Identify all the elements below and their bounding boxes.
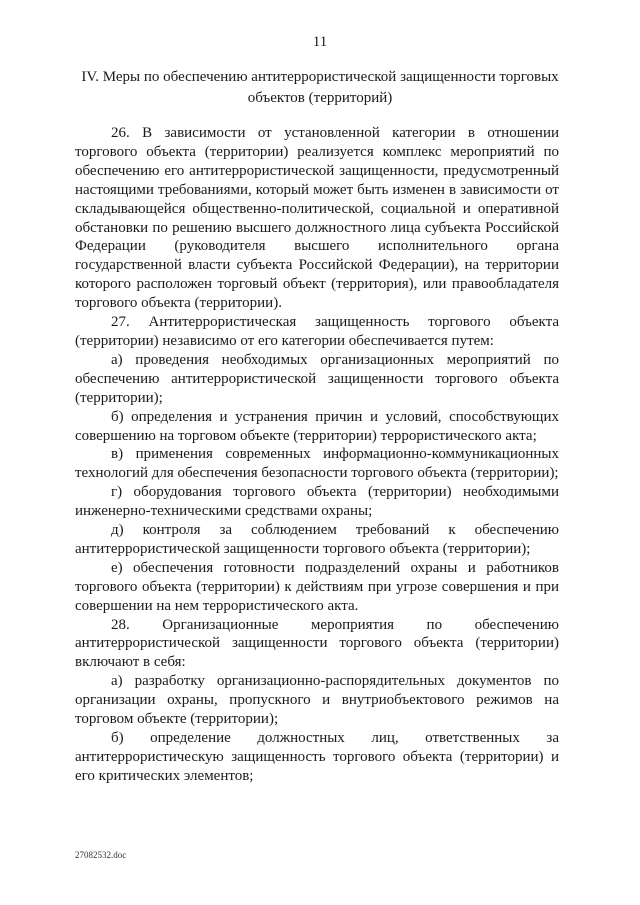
paragraph-27-g: г) оборудования торгового объекта (территории) необходимыми инженерно-техническими средствами охраны; — [75, 484, 559, 520]
paragraph-27-d: д) контроля за соблюдением требований к обеспечению антитеррористической защищенности торгового объекта (территории); — [75, 522, 559, 557]
paragraph-27-e: е) обеспечения готовности подразделений охраны и работников торгового объекта (территории) к действиям при угрозе совершения и при совершении на нем террористического акта. — [75, 559, 559, 614]
page-number: 11 — [312, 34, 328, 50]
paragraph-27-v: в) применения современных информационно-коммуникационных технологий для обеспечения безопасности торгового объекта (территории); — [75, 446, 559, 482]
paragraph-28-b: б) определение должностных лиц, ответственных за антитеррористическую защищенность торгового объекта (территории) и его критических элементов; — [75, 730, 559, 784]
document-body — [75, 124, 559, 786]
paragraph-27: 27. Антитеррористическая защищенность торгового объекта (территории) независимо от его категории обеспечивается путем: — [75, 314, 559, 349]
paragraph-26: 26. В зависимости от установленной категории в отношении торгового объекта (территории) реализуется комплекс мероприятий по обеспечению его антитеррористической защищенности, предусмотренный настоящими требованиями, который может быть изменен в зависимости от складывающейся общественно-политической, социальной и оперативной обстановки по решению высшего должностного лица субъекта Российской Федерации (руководителя высшего исполнительного органа государственной власти субъекта Российской Федерации), на территории которого расположен торговый объект (территория), или правообладателя торгового объекта (территории). — [75, 125, 559, 312]
document-file-code: 27082532.doc — [75, 850, 127, 860]
section-title: IV. Меры по обеспечению антитеррористической защищенности торговых объектов (территорий) — [81, 69, 559, 106]
paragraph-27-a: а) проведения необходимых организационных мероприятий по обеспечению антитеррористической защищенности торгового объекта (территории); — [75, 351, 559, 406]
paragraph-28-a: а) разработку организационно-распорядительных документов по организации охраны, пропускного и внутриобъектового режимов на торговом объекте (территории); — [75, 673, 559, 728]
paragraph-28: 28. Организационные мероприятия по обеспечению антитеррористической защищенности торгового объекта (территории) включают в себя: — [75, 616, 559, 671]
paragraph-27-b: б) определения и устранения причин и условий, способствующих совершению на торговом объекте (территории) террористического акта; — [75, 408, 559, 444]
